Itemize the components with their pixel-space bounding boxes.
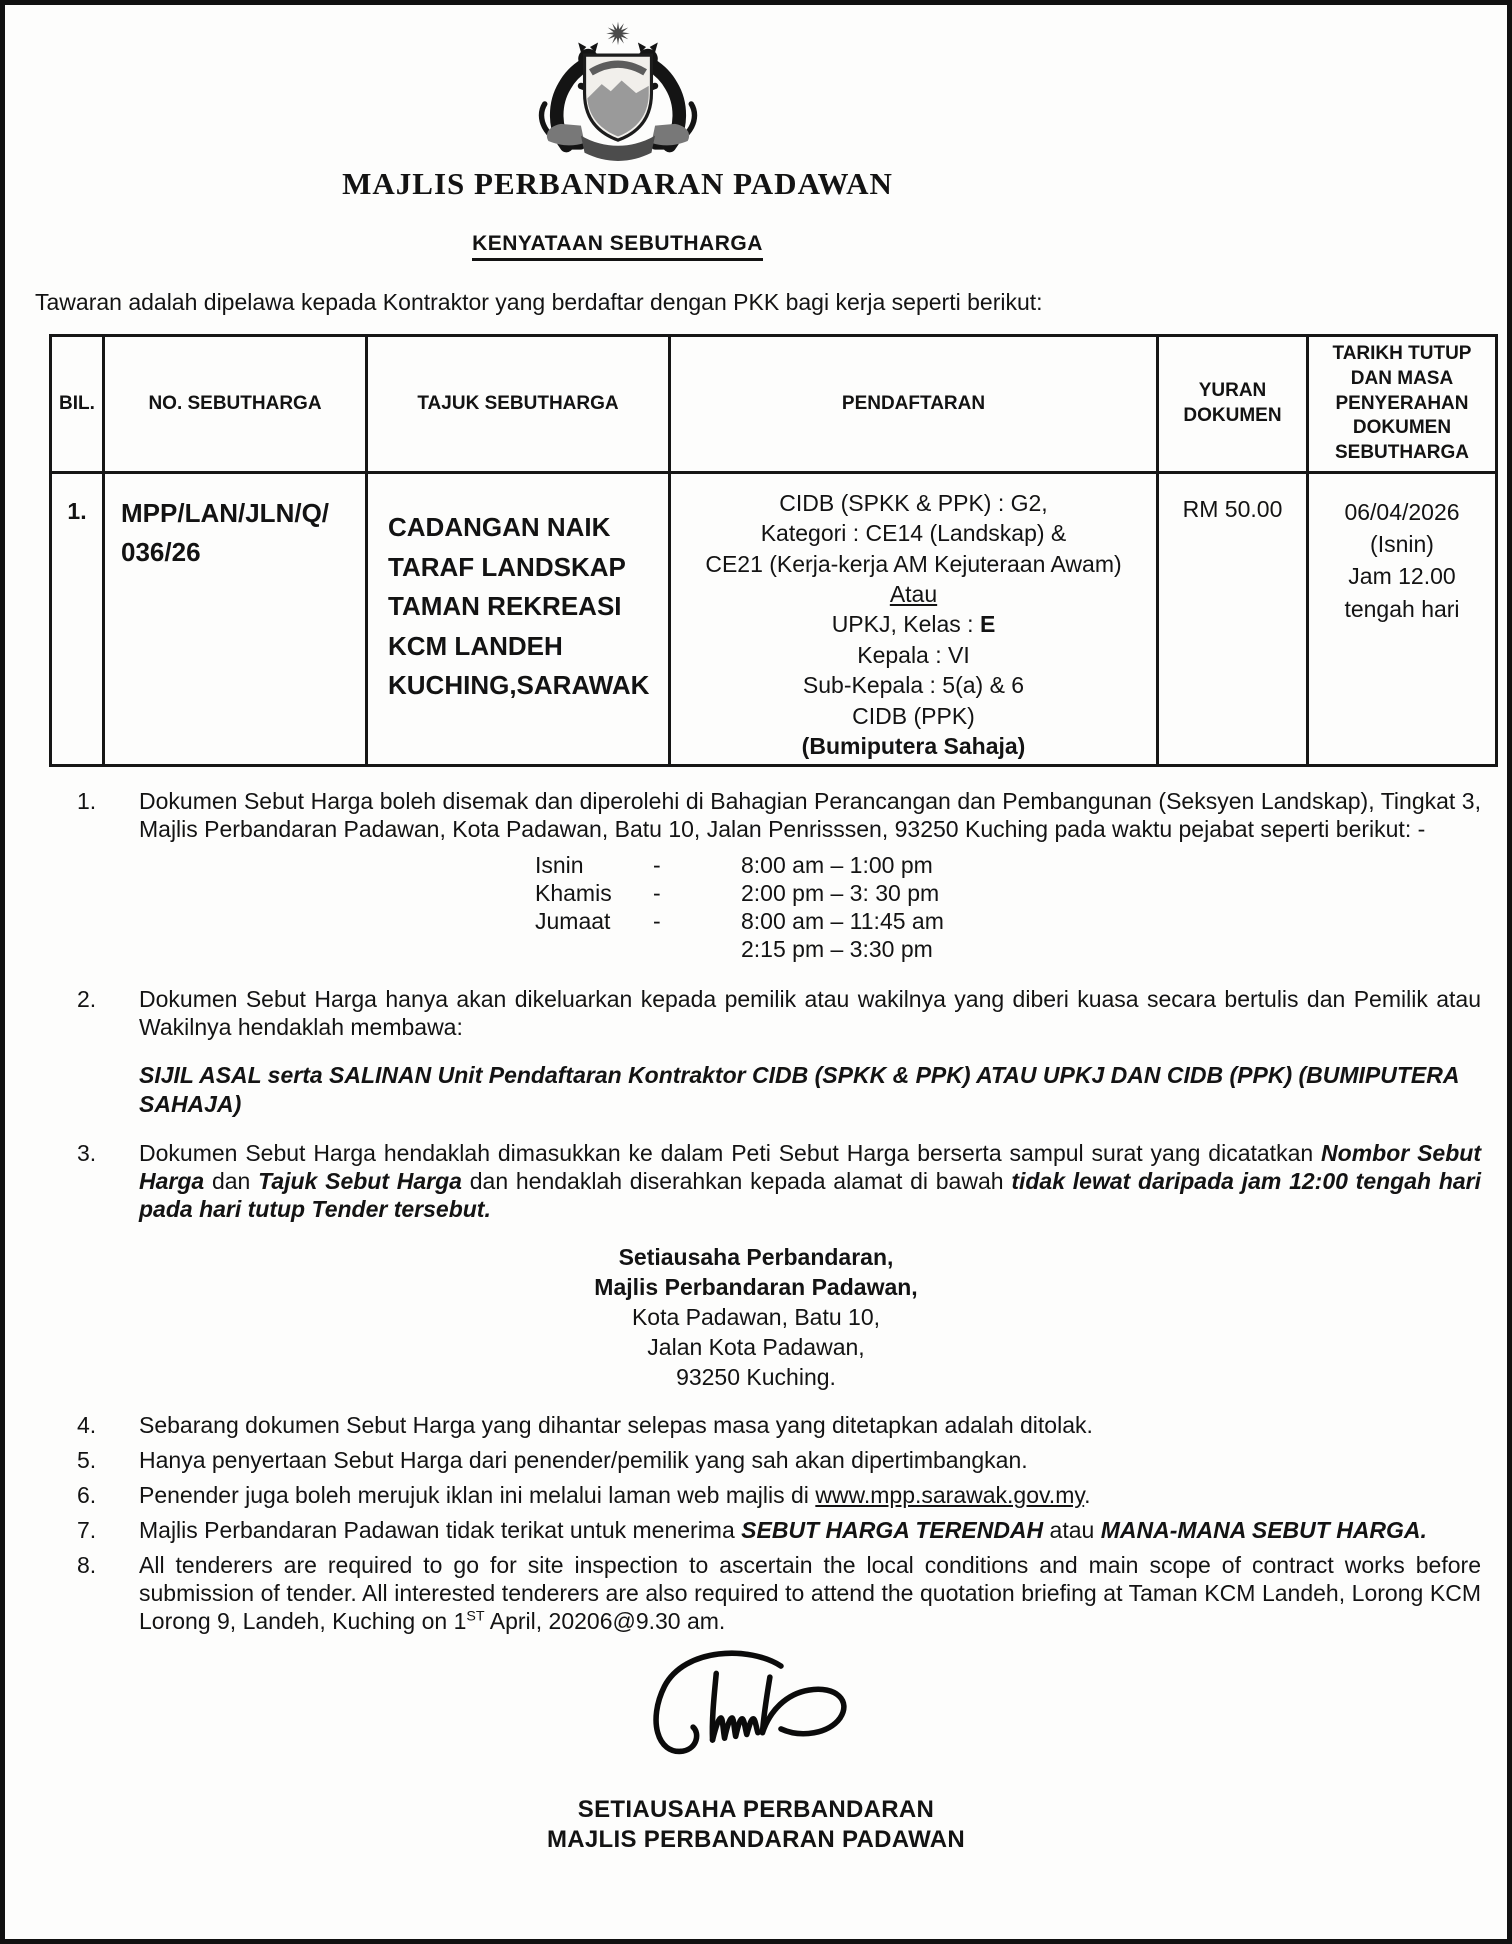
list-item-2 — [77, 985, 1481, 1041]
col-header-bil: BIL. — [51, 336, 104, 473]
schedule-dash: - — [653, 880, 661, 907]
item-number: 4. — [77, 1411, 97, 1438]
pendaftaran-line: Sub-Kepala : 5(a) & 6 — [802, 672, 1025, 699]
table-row — [51, 473, 1497, 766]
item-1-text: Dokumen Sebut Harga boleh disemak dan diperolehi di Bahagian Perancangan dan Pembangunan (Seksyen Landskap), Tingkat 3, Majlis Perbandaran Padawan, Kota Padawan, Batu 10, Jalan Penrisssen, 93250 Kuching pada waktu pejabat seperti berikut: - — [139, 788, 1481, 843]
pendaftaran-line: Atau — [889, 581, 938, 608]
signature-block — [5, 1642, 1507, 1795]
schedule-dash: - — [653, 852, 661, 879]
schedule-time: 8:00 am – 11:45 am — [741, 908, 944, 935]
col-header-tajuk-sebutharga: TAJUK SEBUTHARGA — [367, 336, 670, 473]
intro-paragraph: Tawaran adalah dipelawa kepada Kontraktor yang berdaftar dengan PKK bagi kerja seperti berikut: — [35, 289, 1043, 315]
terms-list-bottom — [77, 1411, 1481, 1635]
col-header-tarikh-tutup: TARIKH TUTUP DAN MASA PENYERAHAN DOKUMEN SEBUTHARGA — [1308, 336, 1497, 473]
item-number: 1. — [77, 788, 97, 814]
item-2-text: Dokumen Sebut Harga hanya akan dikeluarkan kepada pemilik atau wakilnya yang diberi kuasa secara bertulis dan Pemilik atau Wakilnya hendaklah membawa: — [139, 986, 1481, 1041]
schedule-day: Isnin — [535, 852, 584, 879]
office-hours-schedule — [535, 851, 1481, 963]
list-item-7 — [77, 1516, 1481, 1544]
col-header-yuran-dokumen: YURAN DOKUMEN — [1158, 336, 1308, 473]
cell-pendaftaran — [670, 473, 1158, 766]
schedule-row — [535, 879, 1481, 907]
item-number: 3. — [77, 1140, 97, 1167]
schedule-time: 2:15 pm – 3:30 pm — [741, 936, 933, 963]
cell-tarikh-tutup: 06/04/2026 (Isnin) Jam 12.00 tengah hari — [1308, 473, 1497, 766]
pendaftaran-line: CIDB (SPKK & PPK) : G2, — [779, 490, 1048, 516]
schedule-time: 2:00 pm – 3: 30 pm — [741, 880, 940, 907]
schedule-dash — [653, 935, 741, 963]
item-8-text: All tenderers are required to go for site inspection to ascertain the local conditions and main scope of contract works before submission of tender. All interested tenderers are also required to attend the quotation briefing at Taman KCM Landeh, Lorong KCM Lorong 9, Landeh, Kuching on 1ST April, 20206@9.30 am. — [139, 1552, 1481, 1635]
table-header-row — [51, 336, 1497, 473]
quotation-table — [49, 334, 1498, 767]
signature-scribble — [631, 1642, 881, 1790]
pendaftaran-line: Kepala : VI — [857, 641, 970, 668]
item-3-text: Dokumen Sebut Harga hendaklah dimasukkan ke dalam Peti Sebut Harga berserta sampul surat yang dicatatkan Nombor Sebut Harga dan Tajuk Sebut Harga dan hendaklah diserahkan kepada alamat di bawah tidak lewat daripada jam 12:00 tengah hari pada hari tutup Tender tersebut. — [139, 1140, 1482, 1223]
schedule-time: 8:00 am – 1:00 pm — [741, 852, 933, 879]
item-number: 2. — [77, 986, 97, 1013]
cell-bil: 1. — [51, 473, 104, 766]
list-item-8 — [77, 1551, 1481, 1635]
pendaftaran-line: (Bumiputera Sahaja) — [801, 732, 1026, 759]
address-line: 93250 Kuching. — [676, 1364, 836, 1391]
cell-tajuk-sebutharga: CADANGAN NAIK TARAF LANDSKAP TAMAN REKREASI KCM LANDEH KUCHING,SARAWAK — [367, 473, 670, 766]
item-number: 5. — [77, 1446, 97, 1473]
item-7-text: Majlis Perbandaran Padawan tidak terikat untuk menerima SEBUT HARGA TERENDAH atau MANA-MANA SEBUT HARGA. — [139, 1517, 1427, 1544]
list-item-3 — [77, 1139, 1481, 1223]
signatory-line: SETIAUSAHA PERBANDARAN — [577, 1796, 935, 1824]
schedule-day: Khamis — [535, 880, 612, 907]
list-item-1 — [77, 787, 1481, 963]
item-number: 8. — [77, 1552, 97, 1579]
pendaftaran-line: CE21 (Kerja-kerja AM Kejuteraan Awam) — [705, 550, 1122, 577]
address-line: Kota Padawan, Batu 10, — [631, 1304, 881, 1331]
address-line: Jalan Kota Padawan, — [647, 1334, 865, 1361]
address-line: Majlis Perbandaran Padawan, — [594, 1274, 918, 1301]
col-header-no-sebutharga: NO. SEBUTHARGA — [104, 336, 367, 473]
organization-name: MAJLIS PERBANDARAN PADAWAN — [342, 166, 893, 201]
cell-yuran-dokumen: RM 50.00 — [1158, 473, 1308, 766]
pendaftaran-line: UPKJ, Kelas : E — [831, 611, 996, 638]
schedule-row — [535, 935, 1481, 963]
address-line: Setiausaha Perbandaran, — [618, 1244, 894, 1271]
item-4-text: Sebarang dokumen Sebut Harga yang dihantar selepas masa yang ditetapkan adalah ditolak. — [139, 1411, 1093, 1438]
item-6-text: Penender juga boleh merujuk iklan ini melalui laman web majlis di www.mpp.sarawak.gov.my. — [139, 1482, 1091, 1508]
list-item-5 — [77, 1446, 1481, 1474]
item-5-text: Hanya penyertaan Sebut Harga dari penender/pemilik yang sah akan dipertimbangkan. — [139, 1446, 1028, 1473]
schedule-row — [535, 907, 1481, 935]
document-title: KENYATAAN SEBUTHARGA — [472, 232, 763, 261]
pendaftaran-line: CIDB (PPK) — [852, 702, 975, 729]
cell-no-sebutharga: MPP/LAN/JLN/Q/ 036/26 — [104, 473, 367, 766]
coat-of-arms-logo — [514, 17, 722, 162]
signatory-title — [5, 1795, 1507, 1855]
item-number: 6. — [77, 1482, 97, 1508]
pendaftaran-line: Kategori : CE14 (Landskap) & — [760, 520, 1067, 547]
signatory-line: MAJLIS PERBANDARAN PADAWAN — [546, 1826, 966, 1854]
schedule-day: Jumaat — [535, 908, 611, 935]
item-number: 7. — [77, 1517, 97, 1544]
list-item-6 — [77, 1481, 1481, 1509]
required-certificates-note: SIJIL ASAL serta SALINAN Unit Pendaftaran Kontraktor CIDB (SPKK & PPK) ATAU UPKJ DAN CIDB (PPK) (BUMIPUTERA SAHAJA) — [139, 1062, 1459, 1118]
schedule-dash: - — [653, 908, 661, 935]
submission-address — [5, 1243, 1507, 1392]
terms-list-top — [77, 787, 1481, 1223]
schedule-day — [535, 935, 653, 963]
document-header — [5, 5, 1230, 261]
schedule-row — [535, 851, 1481, 879]
col-header-pendaftaran: PENDAFTARAN — [670, 336, 1158, 473]
list-item-4 — [77, 1411, 1481, 1439]
